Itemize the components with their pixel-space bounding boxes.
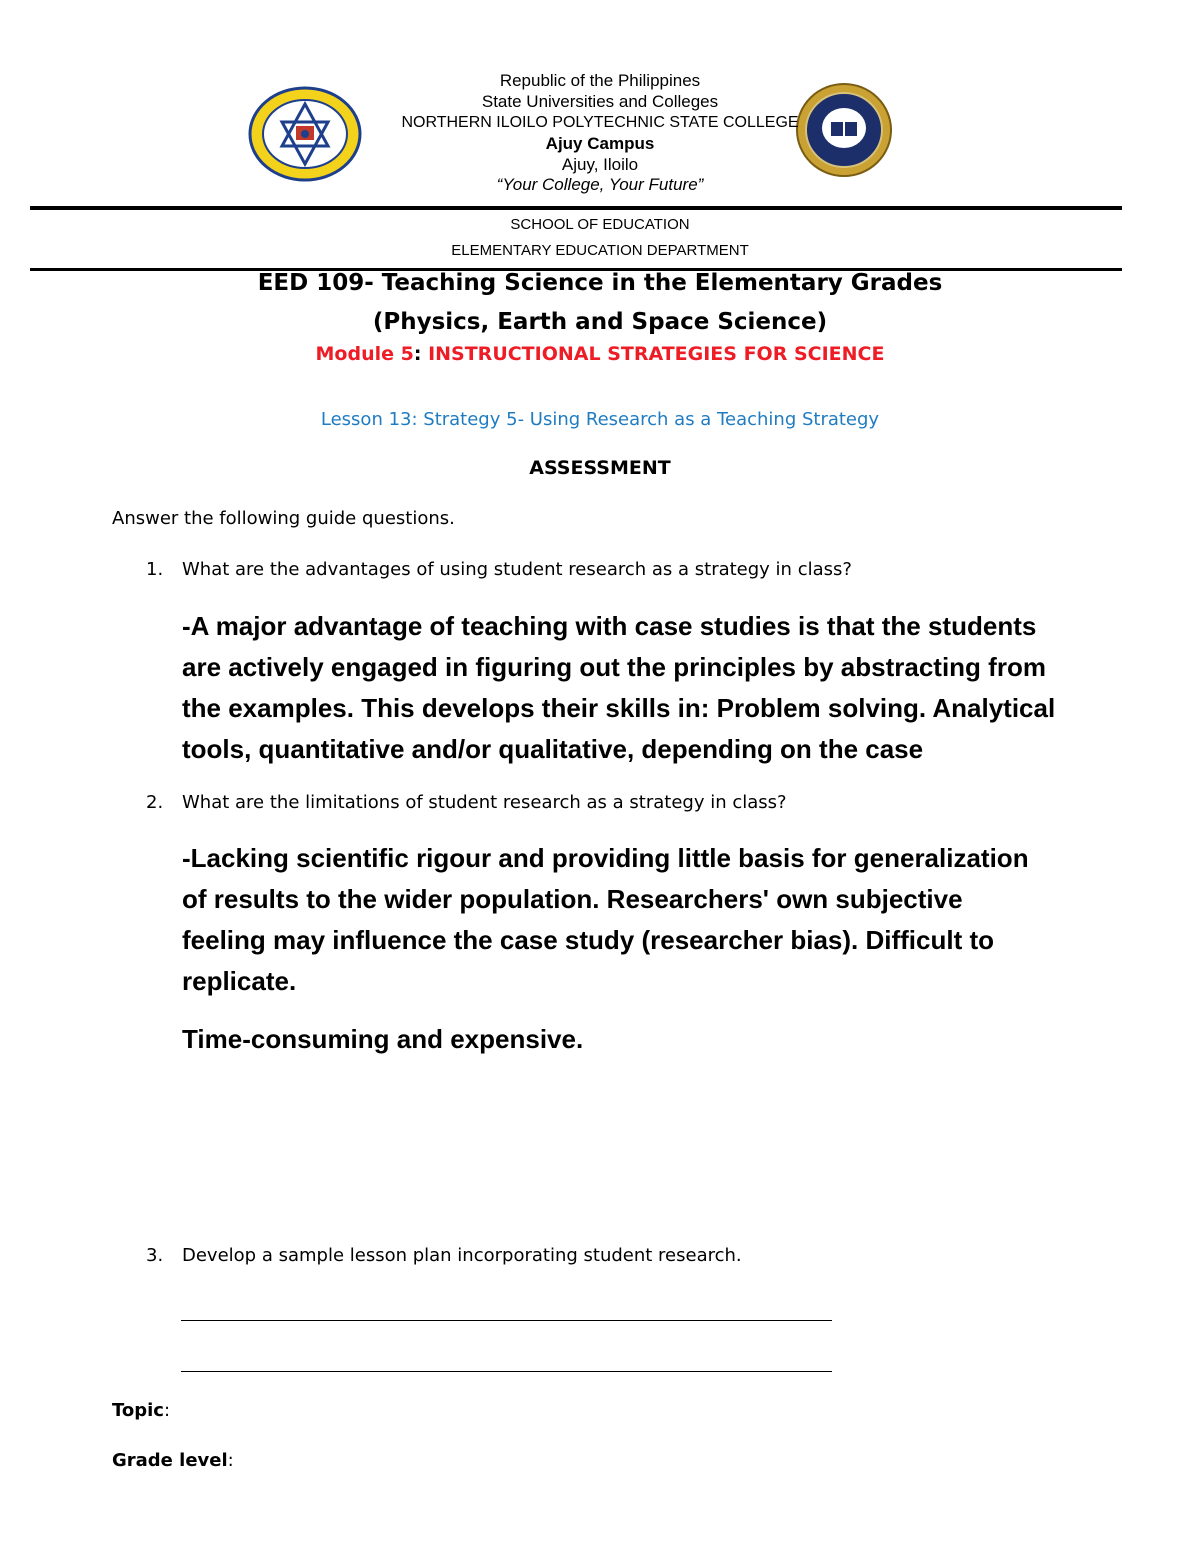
header-campus: Ajuy Campus	[545, 134, 655, 153]
question-number: 1.	[146, 559, 164, 580]
answer-line: -Lacking scientific rigour and providing little basis for generalization	[182, 843, 1029, 873]
answer-extra: Time-consuming and expensive.	[182, 1024, 584, 1054]
answer-line: -A major advantage of teaching with case studies is that the students	[182, 611, 1037, 641]
course-subtitle: (Physics, Earth and Space Science)	[372, 309, 828, 335]
module-colon: :	[413, 343, 422, 365]
topic-colon: :	[163, 1400, 171, 1421]
topic-field[interactable]	[112, 1400, 170, 1421]
question-number: 2.	[146, 792, 164, 813]
instructions: Answer the following guide questions.	[112, 508, 455, 529]
answer-block	[182, 606, 1142, 770]
header-location: Ajuy, Iloilo	[561, 155, 639, 174]
module-label: Module 5	[315, 343, 414, 365]
module-heading	[0, 343, 1200, 365]
question-number: 3.	[146, 1245, 164, 1266]
lesson-heading: Lesson 13: Strategy 5- Using Research as a Teaching Strategy	[320, 409, 880, 430]
answer-line: the examples. This develops their skills in: Problem solving. Analytical	[182, 693, 1056, 723]
header-motto: “Your College, Your Future”	[496, 175, 704, 194]
question-text: What are the limitations of student research as a strategy in class?	[182, 792, 787, 813]
question-text: What are the advantages of using student research as a strategy in class?	[182, 559, 852, 580]
answer-line: replicate.	[182, 966, 297, 996]
answer-line: feeling may influence the case study (researcher bias). Difficult to	[182, 925, 995, 955]
answer-line: of results to the wider population. Researchers' own subjective	[182, 884, 963, 914]
course-title: EED 109- Teaching Science in the Elementary Grades	[257, 270, 943, 296]
header-republic: Republic of the Philippines	[499, 71, 701, 90]
grade-level-label: Grade level	[112, 1450, 228, 1471]
assessment-title: ASSESSMENT	[529, 457, 671, 479]
header-top-rule	[30, 206, 1122, 210]
answer-block	[182, 838, 1142, 1002]
module-title: INSTRUCTIONAL STRATEGIES FOR SCIENCE	[421, 343, 885, 365]
grade-level-field[interactable]	[112, 1450, 234, 1471]
header-college-name: NORTHERN ILOILO POLYTECHNIC STATE COLLEGE	[401, 114, 799, 131]
answer-blank-line[interactable]	[181, 1371, 832, 1372]
header-suc: State Universities and Colleges	[481, 92, 719, 111]
department-name: ELEMENTARY EDUCATION DEPARTMENT	[451, 242, 749, 259]
answer-blank-line[interactable]	[181, 1320, 832, 1321]
question-text: Develop a sample lesson plan incorporating student research.	[182, 1245, 742, 1266]
grade-level-colon: :	[227, 1450, 234, 1471]
topic-label: Topic	[112, 1400, 164, 1421]
answer-line: tools, quantitative and/or qualitative, depending on the case	[182, 734, 924, 764]
answer-line: are actively engaged in figuring out the principles by abstracting from	[182, 652, 1046, 682]
school-name: SCHOOL OF EDUCATION	[510, 216, 690, 233]
